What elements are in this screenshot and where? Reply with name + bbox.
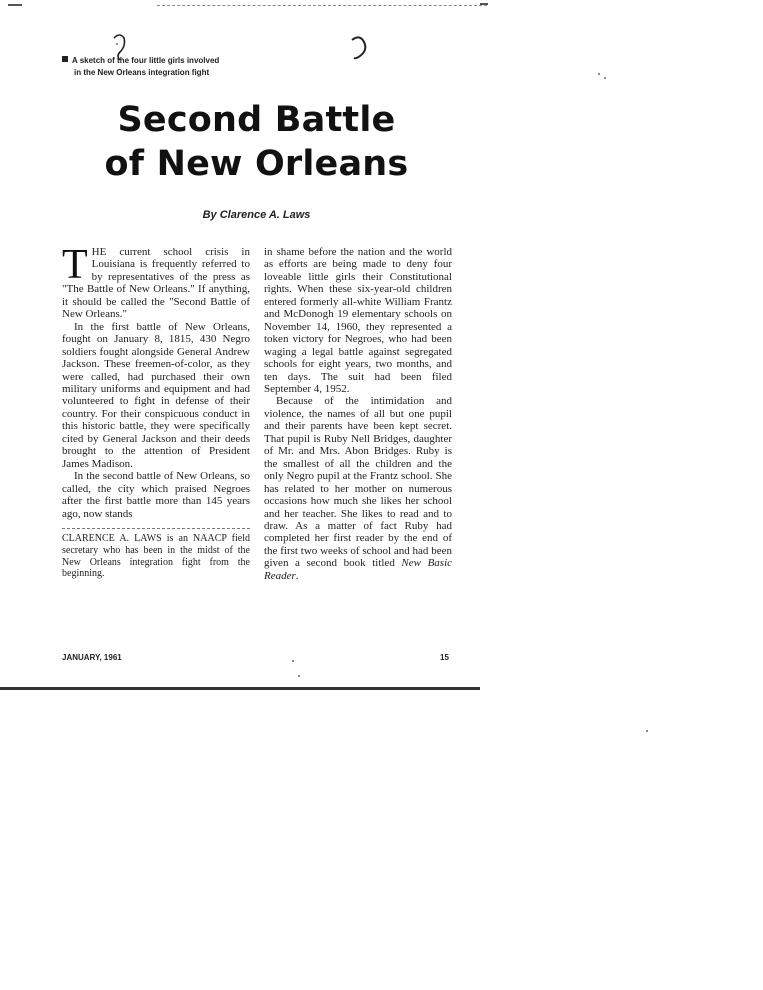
paragraph: In the first battle of New Orleans, fought on January 8, 1815, 430 Negro soldiers fought alongside General Andrew Jackson. These freemen-of-color, as they were called, had purchased their own military uniforms and equipment and had volunteered to fight in defense of their country. For their conspicuous conduct in this historic battle, they were specifically cited by General Jackson and their deeds brought to the attention of President James Madison. bbox=[62, 320, 250, 470]
page-number: 15 bbox=[440, 653, 449, 662]
title-line-1: Second Battle bbox=[117, 100, 396, 140]
paragraph-text: Because of the intimidation and violence, the names of all but one pupil and their parents have been kept secret. That pupil is Ruby Nell Bridges, daughter of Mr. and Mrs. Abon Bridges. Ruby is the smallest of all the children and the only Negro pupil at the Frantz school. She has related to her mother on numerous occasions how much she likes her school and her teacher. She likes to read and to draw. As a matter of fact Ruby had completed her first reader by the end of the first two weeks of school and had been given a second book titled bbox=[264, 395, 452, 570]
footer-date: JANUARY, 1961 bbox=[62, 653, 122, 662]
squiggle-mark-right bbox=[348, 34, 372, 64]
book-title: New Basic Reader bbox=[264, 557, 453, 582]
title-line-2: of New Orleans bbox=[104, 144, 409, 184]
column-right bbox=[264, 246, 452, 582]
scan-speck bbox=[604, 77, 606, 79]
corner-mark bbox=[8, 4, 22, 6]
bottom-rule bbox=[0, 687, 480, 690]
paragraph-text: HE current school crisis in Louisiana is frequently referred to by representatives of the press as "The Battle of New Orleans." If anything, it should be called the "Second Battle of New Orleans." bbox=[62, 246, 250, 321]
scan-speck bbox=[298, 675, 300, 677]
top-rule bbox=[157, 5, 487, 6]
paragraph: Because of the intimidation and violence, the names of all but one pupil and their parents have been kept secret. That pupil is Ruby Nell Bridges, daughter of Mr. and Mrs. Abon Bridges. Ruby is the smallest of all the children and the only Negro pupil at the Frantz school. She has related to her mother on numerous occasions how much she likes her school and her teacher. She likes to read and to draw. As a matter of fact Ruby had completed her first reader by the end of the first two weeks of school and had been given a second book titled New Basic Reader. bbox=[264, 395, 453, 582]
author-note: CLARENCE A. LAWS is an NAACP field secretary who has been in the midst of the New Orleans integration fight from the beginning. bbox=[62, 532, 250, 580]
article-title bbox=[0, 98, 513, 186]
scan-speck bbox=[598, 73, 600, 75]
top-rule-end bbox=[480, 3, 488, 9]
scan-speck bbox=[292, 660, 294, 662]
scan-speck bbox=[646, 730, 648, 732]
column-left bbox=[62, 242, 250, 580]
note-divider bbox=[62, 528, 250, 529]
bullet-icon bbox=[62, 56, 68, 62]
caption-line-2: in the New Orleans integration fight bbox=[74, 68, 210, 77]
paragraph: in shame before the nation and the world as efforts are being made to deny four loveable little girls their Constitutional rights. When these six-year-old children entered formerly all-white William Frantz and McDonogh 19 elementary schools on November 14, 1960, they represented a token victory for Negroes, who had been waging a legal battle against segregated schools for eight years, two months, and ten days. The suit had been filed September 4, 1952. bbox=[264, 246, 452, 395]
image-caption bbox=[62, 55, 282, 79]
paragraph bbox=[62, 242, 250, 321]
byline: By Clarence A. Laws bbox=[202, 209, 311, 221]
paragraph: In the second battle of New Orleans, so called, the city which praised Negroes after the first battle more than 145 years ago, now stands bbox=[62, 470, 250, 520]
caption-line-1: A sketch of the four little girls involved bbox=[72, 56, 220, 65]
drop-cap: T bbox=[62, 242, 88, 288]
